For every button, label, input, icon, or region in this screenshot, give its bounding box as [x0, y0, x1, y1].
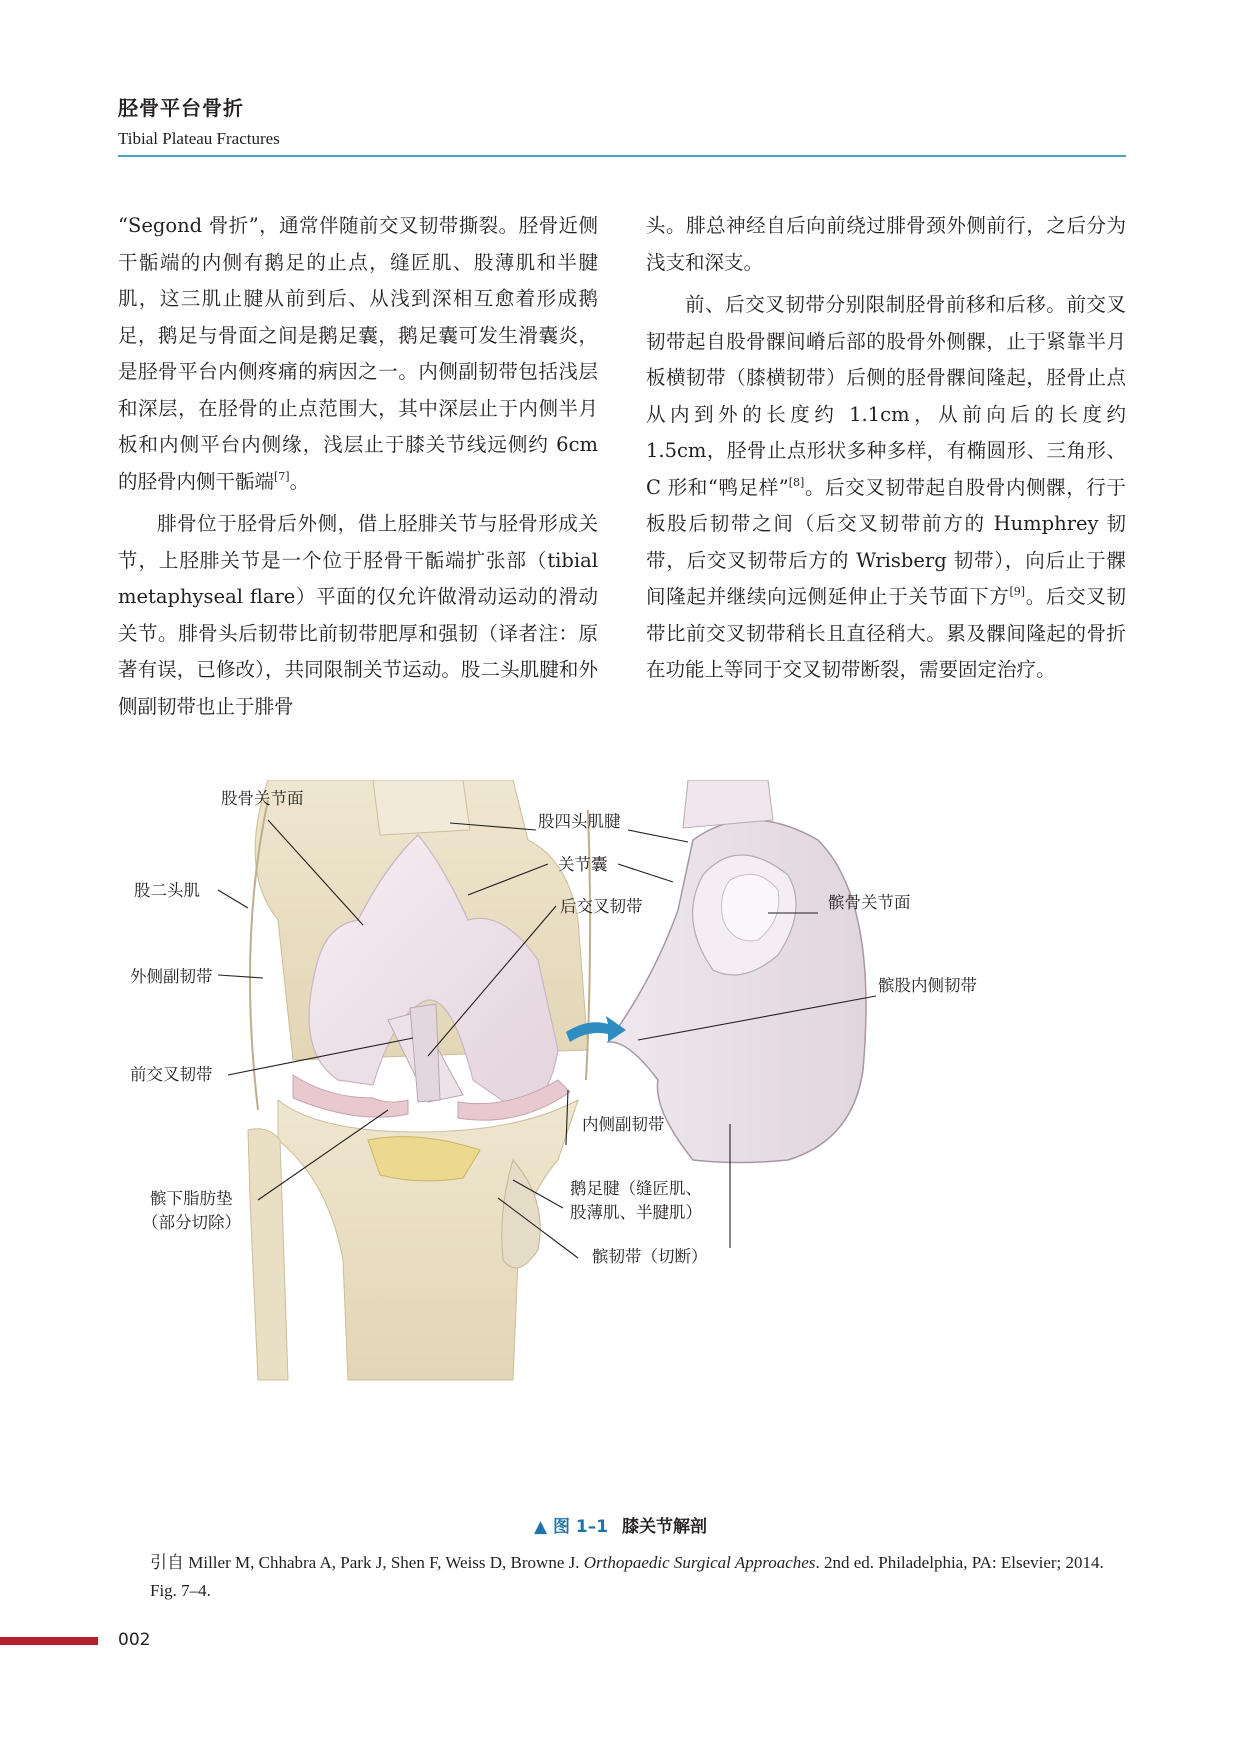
left-column — [118, 208, 598, 725]
header-rule — [118, 155, 1126, 157]
label-posterior-cruciate-ligament: 后交叉韧带 — [560, 897, 643, 916]
label-femoral-articular-surface: 股骨关节面 — [221, 789, 304, 808]
quadriceps-tendon — [373, 780, 470, 835]
book-title-cn: 胫骨平台骨折 — [118, 96, 244, 120]
label-patellar-ligament: 髌韧带（切断） — [592, 1247, 708, 1266]
right-p2-text-a: 前、后交叉韧带分别限制胫骨前移和后移。前交叉韧带起自股骨髁间嵴后部的股骨外侧髁，止于紧靠半月板横韧带（膝横韧带）后侧的胫骨髁间隆起，胫骨止点从内到外的长度约 1.1cm，从前向后的长度约 1.5cm，胫骨止点形状多种多样，有椭圆形、三角形、C 形和“鸭足样” — [646, 293, 1126, 499]
label-fat-pad-line-1: 髌下脂肪垫 — [150, 1189, 233, 1208]
page-number: 002 — [118, 1630, 151, 1650]
figure-source — [150, 1549, 1110, 1605]
label-pes-anserinus-line-1: 鹅足腱（缝匠肌、 — [570, 1179, 702, 1198]
knee-anatomy-figure — [118, 780, 1128, 1490]
left-p1-text: “Segond 骨折”，通常伴随前交叉韧带撕裂。胫骨近侧干骺端的内侧有鹅足的止点，缝匠肌、股薄肌和半腱肌，这三肌止腱从前到后、从浅到深相互愈着形成鹅足，鹅足与骨面之间是鹅足囊，鹅足囊可发生滑囊炎，是胫骨平台内侧疼痛的病因之一。内侧副韧带包括浅层和深层，在胫骨的止点范围大，其中深层止于内侧半月板和内侧平台内侧缘，浅层止于膝关节线远侧约 6cm 的胫骨内侧干骺端 — [118, 214, 598, 493]
book-title-en: Tibial Plateau Fractures — [118, 129, 280, 148]
label-quadriceps-tendon: 股四头肌腱 — [538, 812, 621, 831]
right-paragraph-1: 头。腓总神经自后向前绕过腓骨颈外侧前行，之后分为浅支和深支。 — [646, 214, 1126, 274]
left-paragraph-1 — [118, 208, 598, 500]
right-p2-text-b: 。后交叉韧带起自股骨内侧髁，行于板股后韧带之间（后交叉韧带前方的 Humphrey 韧带，后交叉韧带后方的 Wrisberg 韧带），向后止于髁间隆起并继续向远侧延伸止于关节面下方 — [646, 475, 1126, 608]
citation-7: [7] — [274, 469, 290, 483]
fibula — [248, 1129, 288, 1380]
label-mpfl: 髌股内侧韧带 — [878, 976, 977, 995]
source-part-a: 引自 Miller M, Chhabra A, Park J, Shen F, Weiss D, Browne J. — [150, 1553, 584, 1572]
source-part-b: . 2nd ed. Philadelphia, PA: Elsevier; 2014. Fig. 7–4. — [150, 1553, 1104, 1600]
label-biceps-femoris: 股二头肌 — [134, 881, 200, 900]
right-p2-text-c: 。后交叉韧带比前交叉韧带稍长且直径稍大。累及髁间隆起的骨折在功能上等同于交叉韧带断裂，需要固定治疗。 — [646, 585, 1126, 681]
footer-accent-bar — [0, 1637, 98, 1645]
caption-title: 膝关节解剖 — [622, 1517, 708, 1537]
running-head — [118, 92, 280, 149]
label-pes-anserinus-line-2: 股薄肌、半腱肌） — [570, 1203, 702, 1222]
posterior-cruciate-ligament — [410, 1004, 440, 1102]
label-medial-collateral-ligament: 内侧副韧带 — [582, 1115, 665, 1134]
figure-caption — [0, 1512, 1241, 1537]
left-paragraph-2: 腓骨位于胫骨后外侧，借上胫腓关节与胫骨形成关节，上胫腓关节是一个位于胫骨干骺端扩张部（tibial metaphyseal flare）平面的仅允许做滑动运动的滑动关节。腓骨头后韧带比前韧带肥厚和强韧（译者注：原著有误，已修改），共同限制关节运动。股二头肌腱和外侧副韧带也止于腓骨 — [118, 512, 598, 718]
citation-8: [8] — [788, 475, 805, 489]
left-p1-end: 。 — [289, 469, 310, 493]
label-lateral-collateral-ligament: 外侧副韧带 — [130, 967, 213, 986]
right-paragraph-2 — [646, 287, 1126, 689]
right-column — [646, 208, 1126, 689]
caption-marker: ▲ 图 1–1 — [533, 1517, 609, 1537]
quadriceps-tendon-reflected — [683, 780, 773, 828]
label-anterior-cruciate-ligament: 前交叉韧带 — [130, 1065, 213, 1084]
source-book-title: Orthopaedic Surgical Approaches — [583, 1553, 816, 1572]
knee-illustration — [118, 780, 1128, 1490]
label-patellar-articular-surface: 髌骨关节面 — [828, 893, 911, 912]
label-fat-pad-line-2: （部分切除） — [142, 1213, 241, 1232]
citation-9: [9] — [1009, 585, 1026, 598]
label-joint-capsule: 关节囊 — [558, 855, 608, 874]
